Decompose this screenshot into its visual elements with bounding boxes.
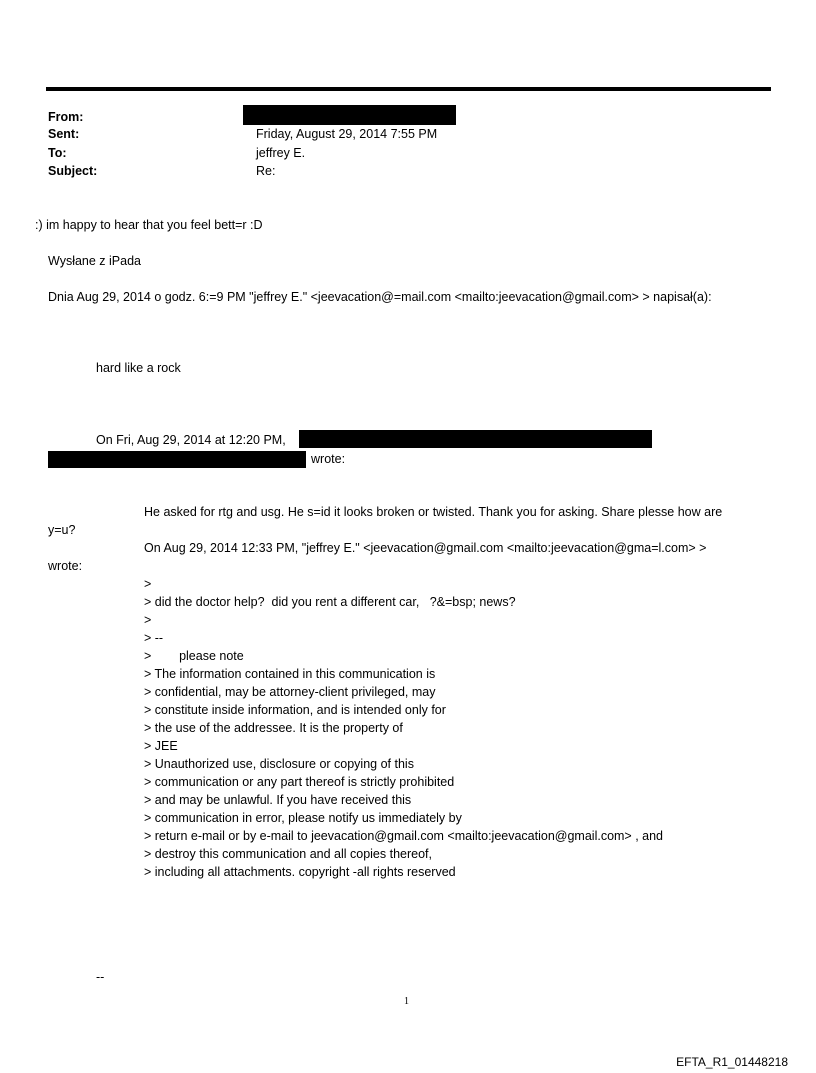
signature-dashes: -- <box>96 970 105 984</box>
redaction-from <box>243 105 456 125</box>
page-number: 1 <box>404 996 409 1007</box>
from-label: From: <box>48 110 84 124</box>
quote-line-1: hard like a rock <box>96 361 181 375</box>
to-label: To: <box>48 146 67 160</box>
quote-header-prefix: On Fri, Aug 29, 2014 at 12:20 PM, <box>96 433 286 447</box>
nested-line: > -- <box>144 631 164 645</box>
nested-line: > <box>144 577 152 591</box>
subject-value: Re: <box>256 164 276 178</box>
nested-line: > Unauthorized use, disclosure or copying of this <box>144 757 414 771</box>
nested-line: > communication or any part thereof is strictly prohibited <box>144 775 455 789</box>
header-rule <box>46 87 771 91</box>
body-line-3: Dnia Aug 29, 2014 o godz. 6:=9 PM "jeffrey E." <jeevacation@=mail.com <mailto:jeevacation@gmail.com> > napisał(a): <box>48 290 712 304</box>
document-id: EFTA_R1_01448218 <box>676 1055 788 1069</box>
nested-line: > communication in error, please notify us immediately by <box>144 811 462 825</box>
nested-line: > did the doctor help? did you rent a different car, ?&=bsp; news? <box>144 595 516 609</box>
nested-line: > constitute inside information, and is intended only for <box>144 703 446 717</box>
reply-line-1: He asked for rtg and usg. He s=id it looks broken or twisted. Thank you for asking. Share plesse how are <box>144 505 723 519</box>
nested-line: > including all attachments. copyright -all rights reserved <box>144 865 456 879</box>
nested-line: > <box>144 613 152 627</box>
nested-line: > confidential, may be attorney-client privileged, may <box>144 685 436 699</box>
to-value: jeffrey E. <box>256 146 306 160</box>
reply-line-1-cont: y=u? <box>48 523 76 537</box>
nested-line: > destroy this communication and all copies thereof, <box>144 847 433 861</box>
quote-header-suffix: wrote: <box>311 452 346 466</box>
nested-line: > and may be unlawful. If you have received this <box>144 793 412 807</box>
redaction-sender-2 <box>48 451 306 468</box>
nested-line: > please note <box>144 649 244 663</box>
body-line-2: Wysłane z iPada <box>48 254 141 268</box>
nested-line: > The information contained in this communication is <box>144 667 436 681</box>
reply-line-2-cont: wrote: <box>48 559 83 573</box>
nested-line: > return e-mail or by e-mail to jeevacation@gmail.com <mailto:jeevacation@gmail.com> , and <box>144 829 664 843</box>
sent-value: Friday, August 29, 2014 7:55 PM <box>256 127 438 141</box>
nested-line: > the use of the addressee. It is the property of <box>144 721 403 735</box>
nested-line: > JEE <box>144 739 178 753</box>
sent-label: Sent: <box>48 127 80 141</box>
redaction-sender-1 <box>299 430 652 448</box>
subject-label: Subject: <box>48 164 98 178</box>
reply-line-2: On Aug 29, 2014 12:33 PM, "jeffrey E." <jeevacation@gmail.com <mailto:jeevacation@gma=l.com> > <box>144 541 707 555</box>
body-line-1: :) im happy to hear that you feel bett=r :D <box>35 218 263 232</box>
